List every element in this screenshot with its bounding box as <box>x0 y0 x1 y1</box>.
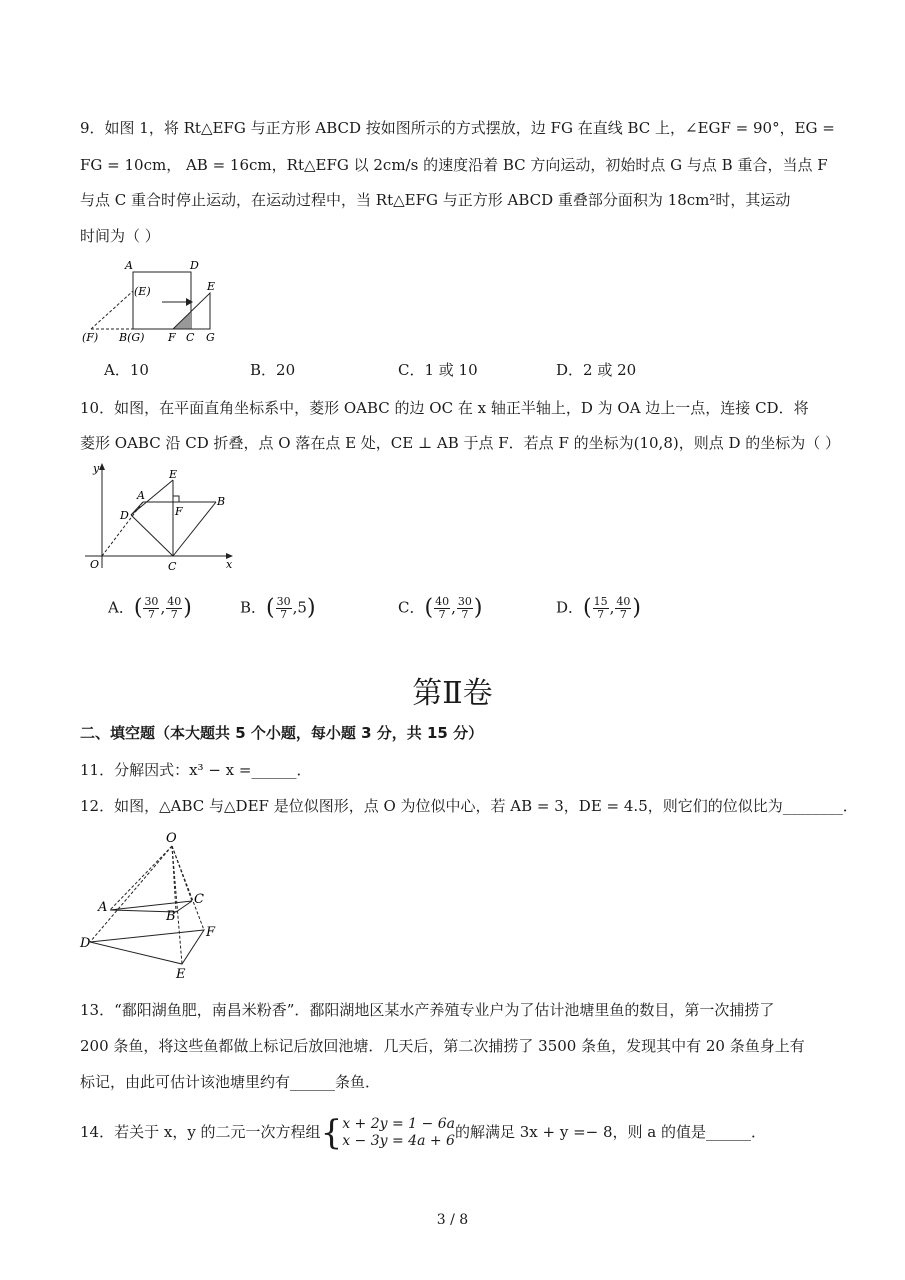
q10-cd <box>131 515 173 556</box>
q10-option-c[interactable]: C．( $\frac{40}{7}$ , $\frac{30}{7}$ ) <box>398 595 483 621</box>
q9-line-3: 与点 C 重合时停止运动，在运动过程中，当 Rt△EFG 与正方形 ABCD 重叠部分面积为 18cm²时，其运动 <box>80 191 791 209</box>
q9-dashed-hyp <box>91 291 133 329</box>
q9-label-F: F <box>168 331 176 344</box>
q9-option-c[interactable]: C．1 或 10 <box>398 361 478 379</box>
q9-label-E-paren: (E) <box>134 285 151 298</box>
q10-label-C: C <box>168 560 177 573</box>
q10-label-E: E <box>169 468 178 481</box>
q14-suffix: 的解满足 3x + y =− 8，则 a 的值是______． <box>454 1123 767 1141</box>
q12-label-E: E <box>176 967 186 982</box>
q10-label-O: O <box>90 558 100 571</box>
q12-triangle-def <box>90 930 204 964</box>
q9-label-D: D <box>190 259 199 272</box>
q10-line-1: 10．如图，在平面直角坐标系中，菱形 OABC 的边 OC 在 x 轴正半轴上，D 为 OA 边上一点，连接 CD．将 <box>80 399 809 417</box>
q10-label-B: B <box>217 495 226 508</box>
q10-option-d[interactable]: D．( $\frac{15}{7}$ , $\frac{40}{7}$ ) <box>556 595 641 621</box>
q9-option-d[interactable]: D．2 或 20 <box>556 361 637 379</box>
q12-label-C: C <box>194 892 204 907</box>
q10-label-D: D <box>120 509 129 522</box>
q10-option-d-label: D． <box>556 598 584 617</box>
section2-heading: 二、填空题（本大题共 5 个小题，每小题 3 分，共 15 分） <box>80 724 484 742</box>
q12-triangle-abc <box>110 901 192 912</box>
q12-oe <box>172 846 182 964</box>
q9-label-G: G <box>206 331 215 344</box>
q10-line-2: 菱形 OABC 沿 CD 折叠，点 O 落在点 E 处，CE ⊥ AB 于点 F．若点 F 的坐标为(10,8)，则点 D 的坐标为（ ） <box>80 434 841 452</box>
q12-label-D: D <box>80 936 91 951</box>
q10-option-c-label: C． <box>398 598 425 617</box>
q14-system <box>342 1116 455 1150</box>
q12-oa <box>110 846 172 910</box>
q9-line-2: FG = 10cm， AB = 16cm，Rt△EFG 以 2cm/s 的速度沿着 BC 方向运动，初始时点 G 与点 B 重合，当点 F <box>80 156 828 174</box>
q13-line-2: 200 条鱼，将这些鱼都做上标记后放回池塘．几天后，第二次捕捞了 3500 条鱼，发现其中有 20 条鱼身上有 <box>80 1037 805 1055</box>
q10-label-x: x <box>226 558 233 571</box>
q10-option-d-y: $\frac{40}{7}$ <box>616 595 631 621</box>
q10-option-b[interactable]: B．( $\frac{30}{7}$ ,5) <box>240 595 316 621</box>
q10-option-c-y: $\frac{30}{7}$ <box>457 595 472 621</box>
q14-eq1: x + 2y = 1 − 6a <box>342 1116 455 1132</box>
q10-da <box>131 502 143 515</box>
q12-label-F: F <box>206 925 216 940</box>
q13-line-1: 13．“鄱阳湖鱼肥，南昌米粉香”．鄱阳湖地区某水产养殖专业户为了估计池塘里鱼的数目，第一次捕捞了 <box>80 1001 775 1019</box>
q9-figure <box>78 258 228 348</box>
q10-figure <box>80 460 240 575</box>
q10-label-F: F <box>175 505 183 518</box>
q10-option-b-label: B． <box>240 598 267 617</box>
q14-prefix: 14．若关于 x，y 的二元一次方程组 <box>80 1123 321 1141</box>
q12-label-B: B <box>166 909 176 924</box>
q10-option-a-y: $\frac{40}{7}$ <box>167 595 182 621</box>
q10-right-angle <box>173 496 179 502</box>
q14-line: 14．若关于 x，y 的二元一次方程组{ x + 2y = 1 − 6a x − 3y = 4a + 6 的解满足 3x + y =− 8，则 a 的值是______． <box>80 1113 767 1153</box>
q9-label-C: C <box>186 331 195 344</box>
q12-od <box>90 846 172 942</box>
q9-line-4: 时间为（ ） <box>80 227 160 245</box>
q10-y-arrow <box>99 463 105 470</box>
q12-of <box>172 846 204 930</box>
q10-label-A: A <box>137 489 145 502</box>
q9-option-b[interactable]: B．20 <box>250 361 296 379</box>
q9-label-E: E <box>207 280 216 293</box>
q12-text: 12．如图，△ABC 与△DEF 是位似图形，点 O 为位似中心，若 AB = 3，DE = 4.5，则它们的位似比为________． <box>80 797 858 815</box>
q14-eq2: x − 3y = 4a + 6 <box>342 1133 455 1149</box>
q12-label-O: O <box>166 831 177 846</box>
q12-label-A: A <box>98 900 108 915</box>
q10-option-d-x: $\frac{15}{7}$ <box>593 595 608 621</box>
part2-title: 第Ⅱ卷 <box>412 676 493 711</box>
q10-option-a-x: $\frac{30}{7}$ <box>144 595 159 621</box>
q10-label-y: y <box>93 462 100 475</box>
q9-option-a[interactable]: A．10 <box>104 361 149 379</box>
q10-option-b-x: $\frac{30}{7}$ <box>276 595 291 621</box>
q9-arrowhead <box>186 298 193 306</box>
page-number: 3 / 8 <box>436 1212 469 1228</box>
q12-figure <box>78 826 228 986</box>
q9-label-A: A <box>125 259 133 272</box>
q10-option-b-y: 5 <box>297 598 307 617</box>
q13-line-3: 标记，由此可估计该池塘里约有______条鱼． <box>80 1073 381 1091</box>
q9-label-F-paren: (F) <box>82 331 99 344</box>
q11-text: 11．分解因式：x³ − x =______． <box>80 761 312 779</box>
q10-option-a[interactable]: A．( $\frac{30}{7}$ , $\frac{40}{7}$ ) <box>108 595 192 621</box>
q9-label-BG: B(G) <box>119 331 145 344</box>
q10-option-a-label: A． <box>108 598 134 617</box>
q10-option-c-x: $\frac{40}{7}$ <box>435 595 450 621</box>
q9-line-1: 9．如图 1，将 Rt△EFG 与正方形 ABCD 按如图所示的方式摆放，边 FG 在直线 BC 上，∠EGF = 90°，EG = <box>80 119 835 137</box>
